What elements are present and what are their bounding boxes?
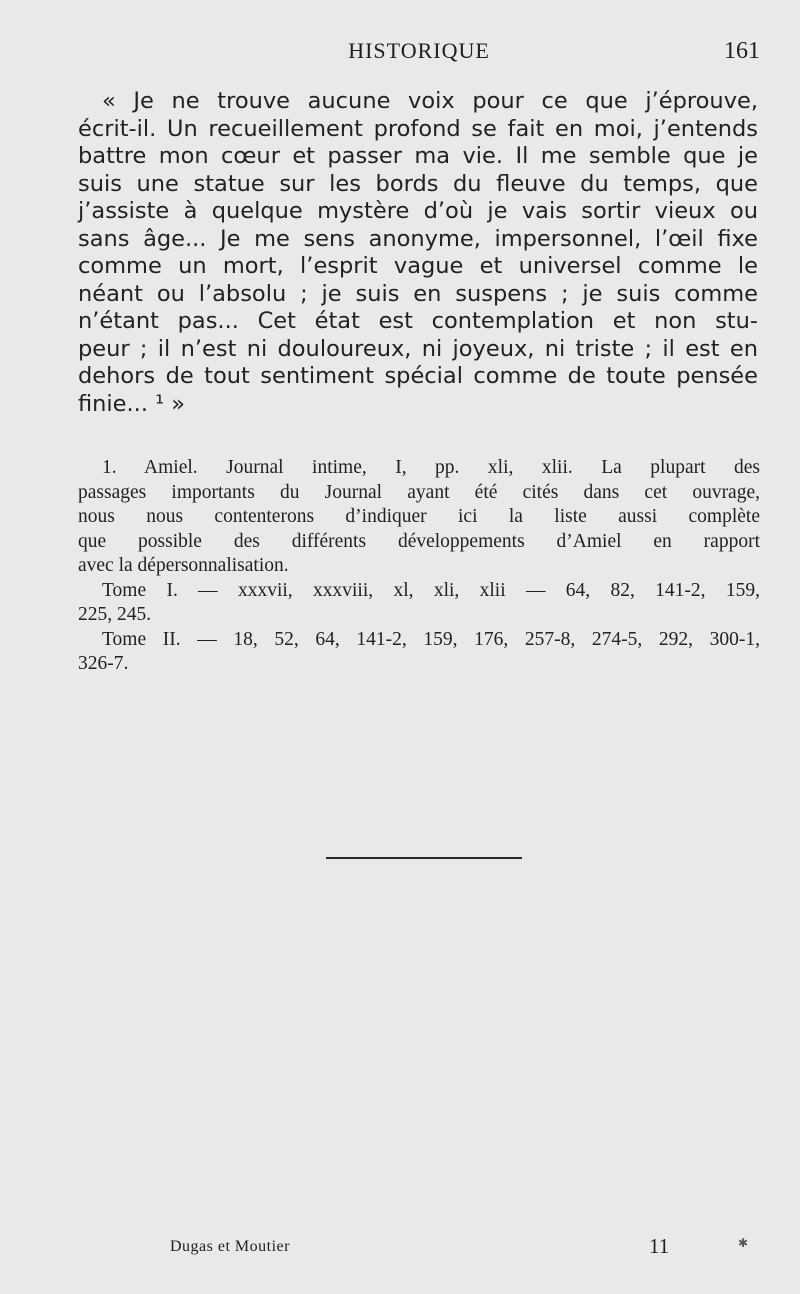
footnote-line: Tome I. — xxxvii, xxxviii, xl, xli, xlii — 64, 82, 141-2, 159, <box>102 579 760 601</box>
text-line: peur ; il n’est ni douloureux, ni joyeux, ni triste ; il est en <box>78 335 758 362</box>
footnote-line: que possible des différents développements d’Amiel en rapport <box>78 530 760 552</box>
text-line: sans âge... Je me sens anonyme, impersonnel, l’œil fixe <box>78 225 758 252</box>
text-line: finie... ¹ » <box>78 390 186 417</box>
footnote-line: nous nous contenterons d’indiquer ici la liste aussi complète <box>78 506 760 527</box>
text-line: dehors de tout sentiment spécial comme de toute pensée <box>78 363 758 389</box>
section-rule <box>326 857 522 859</box>
footnote-line: 1. Amiel. Journal intime, I, pp. xli, xlii. La plupart des <box>102 457 760 478</box>
main-text <box>78 88 758 418</box>
footnote-line: 225, 245. <box>78 604 152 625</box>
text-line: n’étant pas... Cet état est contemplation et non stu- <box>78 308 758 334</box>
text-line: écrit-il. Un recueillement profond se fait en moi, j’entends <box>78 115 758 142</box>
text-line: néant ou l’absolu ; je suis en suspens ; je suis comme <box>78 280 758 307</box>
page-number: 161 <box>724 38 760 64</box>
page-header <box>78 38 760 68</box>
footnote-line: Tome II. — 18, 52, 64, 141-2, 159, 176, 257-8, 274-5, 292, 300-1, <box>102 628 760 650</box>
printer-signature: Dugas et Moutier <box>170 1238 290 1255</box>
footnote-line: avec la dépersonnalisation. <box>78 555 289 576</box>
text-line: j’assiste à quelque mystère d’où je vais sortir vieux ou <box>78 198 758 224</box>
running-head: HISTORIQUE <box>348 38 490 63</box>
ornament-icon: ✱ <box>738 1236 749 1250</box>
footnote-line: passages importants du Journal ayant été cités dans cet ouvrage, <box>78 481 760 503</box>
text-line: comme un mort, l’esprit vague et universel comme le <box>78 253 758 279</box>
signature-number: 11 <box>649 1234 670 1258</box>
footnote-line: 326-7. <box>78 653 129 674</box>
text-line: suis une statue sur les bords du fleuve du temps, que <box>78 170 758 197</box>
text-line: « Je ne trouve aucune voix pour ce que j’éprouve, <box>102 88 758 114</box>
footnote <box>78 456 760 677</box>
text-line: battre mon cœur et passer ma vie. Il me semble que je <box>78 143 758 169</box>
